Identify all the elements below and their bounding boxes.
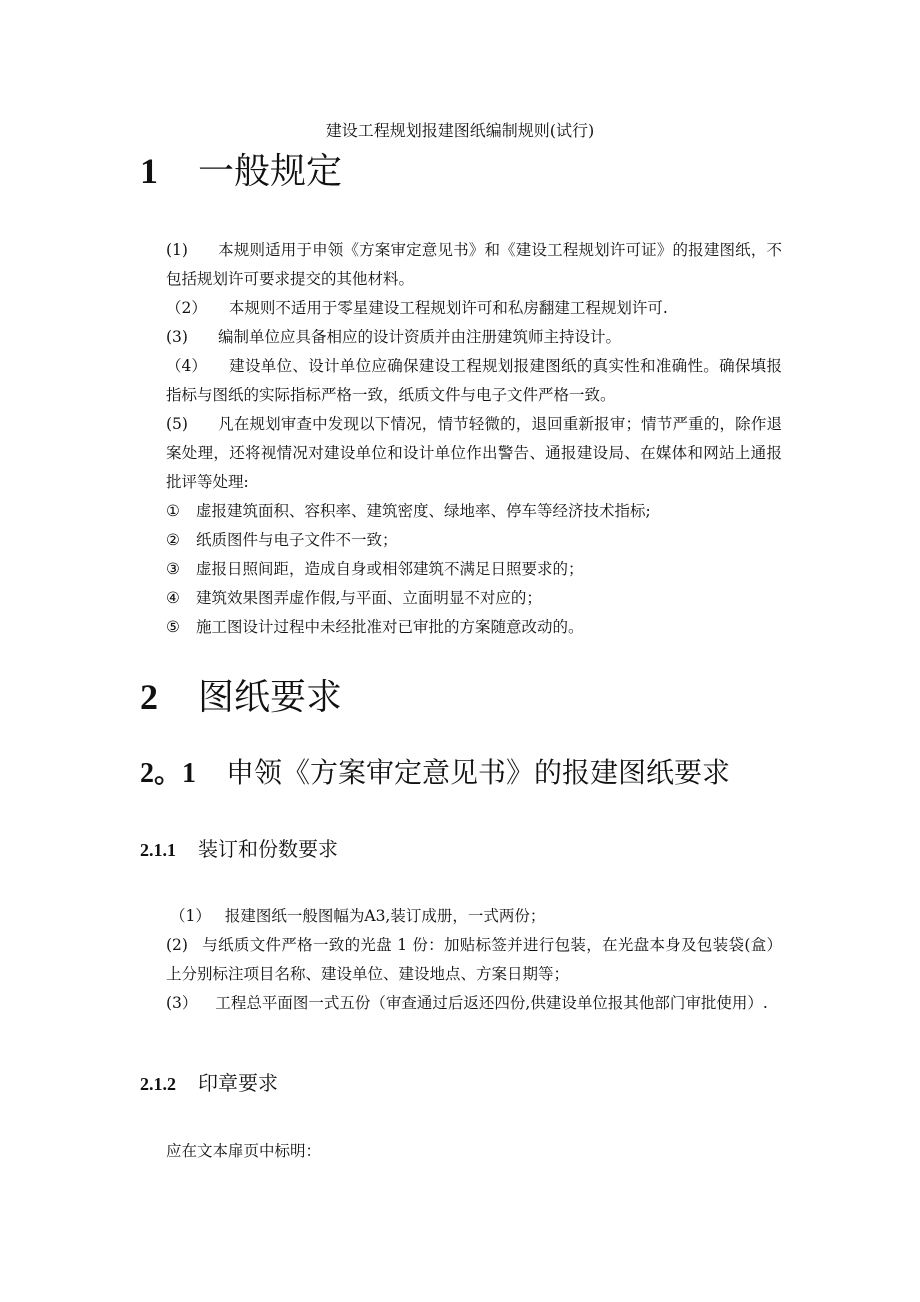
list-marker: ② [166, 531, 180, 549]
subsection-title: 装订和份数要求 [198, 837, 338, 861]
paragraph-marker: （1） [170, 907, 211, 925]
section-1-heading [140, 150, 342, 193]
section-number: 2 [140, 677, 158, 717]
document-title: 建设工程规划报建图纸编制规则(试行) [325, 121, 595, 140]
list-item [166, 497, 651, 526]
section-title: 一般规定 [198, 151, 343, 192]
subsection-number: 2。1 [140, 758, 197, 789]
section-2-heading [140, 676, 342, 719]
list-marker: ① [166, 502, 180, 520]
paragraph-marker: (3） [166, 994, 198, 1012]
section-title: 图纸要求 [198, 677, 343, 718]
list-text: 虚报日照间距，造成自身或相邻建筑不满足日照要求的； [196, 560, 584, 578]
list-text: 施工图设计过程中未经批准对已审批的方案随意改动的。 [196, 618, 584, 636]
subsection-2-1-2-heading [140, 1070, 278, 1097]
paragraph-marker: (2) [166, 936, 188, 954]
list-text: 虚报建筑面积、容积率、建筑密度、绿地率、停车等经济技术指标; [196, 502, 651, 520]
paragraph-text: 建设单位、设计单位应确保建设工程规划报建图纸的真实性和准确性。确保填报指标与图纸的实际指标严格一致，纸质文件与电子文件严格一致。 [166, 357, 782, 404]
paragraph-marker: （2） [166, 299, 207, 317]
paragraph-seal: 应在文本扉页中标明： [166, 1142, 322, 1160]
list-item [166, 526, 398, 555]
paragraph-marker: （4） [166, 357, 207, 375]
paragraph-binding-3 [166, 989, 782, 1018]
list-marker: ③ [166, 560, 180, 578]
subsection-number: 2.1.1 [140, 840, 176, 860]
subsection-2-1-heading [140, 756, 730, 791]
paragraph-2 [166, 294, 782, 323]
paragraph-5 [166, 410, 782, 497]
paragraph-marker: (5) [166, 415, 188, 433]
paragraph-3 [166, 323, 782, 352]
list-text: 纸质图件与电子文件不一致； [196, 531, 398, 549]
paragraph-binding-1 [170, 902, 786, 931]
paragraph-text: 报建图纸一般图幅为A3,装订成册，一式两份； [224, 907, 546, 925]
list-marker: ④ [166, 589, 180, 607]
list-item [166, 555, 584, 584]
section-number: 1 [140, 151, 158, 191]
paragraph-1 [166, 236, 782, 294]
subsection-title: 申领《方案审定意见书》的报建图纸要求 [226, 756, 731, 789]
paragraph-marker: (3) [166, 328, 188, 346]
paragraph-text: 凡在规划审查中发现以下情况，情节轻微的，退回重新报审；情节严重的，除作退案处理，还将视情况对建设单位和设计单位作出警告、通报建设局、在媒体和网站上通报批评等处理: [166, 415, 782, 491]
paragraph-text: 本规则不适用于零星建设工程规划许可和私房翻建工程规划许可. [228, 299, 668, 317]
paragraph-text: 工程总平面图一式五份（审查通过后返还四份,供建设单位报其他部门审批使用）. [215, 994, 768, 1012]
subsection-title: 印章要求 [198, 1071, 278, 1095]
subsection-number: 2.1.2 [140, 1074, 176, 1094]
paragraph-text: 与纸质文件严格一致的光盘 1 份：加贴标签并进行包装，在光盘本身及包装袋(盒）上分别标注项目名称、建设单位、建设地点、方案日期等； [166, 936, 782, 983]
paragraph-marker: (1) [166, 241, 188, 259]
list-text: 建筑效果图弄虚作假,与平面、立面明显不对应的； [196, 589, 542, 607]
list-marker: ⑤ [166, 618, 180, 636]
list-item [166, 584, 542, 613]
paragraph-4 [166, 352, 782, 410]
list-item [166, 613, 584, 642]
paragraph-text: 本规则适用于申领《方案审定意见书》和《建设工程规划许可证》的报建图纸，不包括规划许可要求提交的其他材料。 [166, 241, 782, 288]
paragraph-binding-2 [166, 931, 782, 989]
subsection-2-1-1-heading [140, 836, 338, 863]
paragraph-text: 编制单位应具备相应的设计资质并由注册建筑师主持设计。 [217, 328, 621, 346]
